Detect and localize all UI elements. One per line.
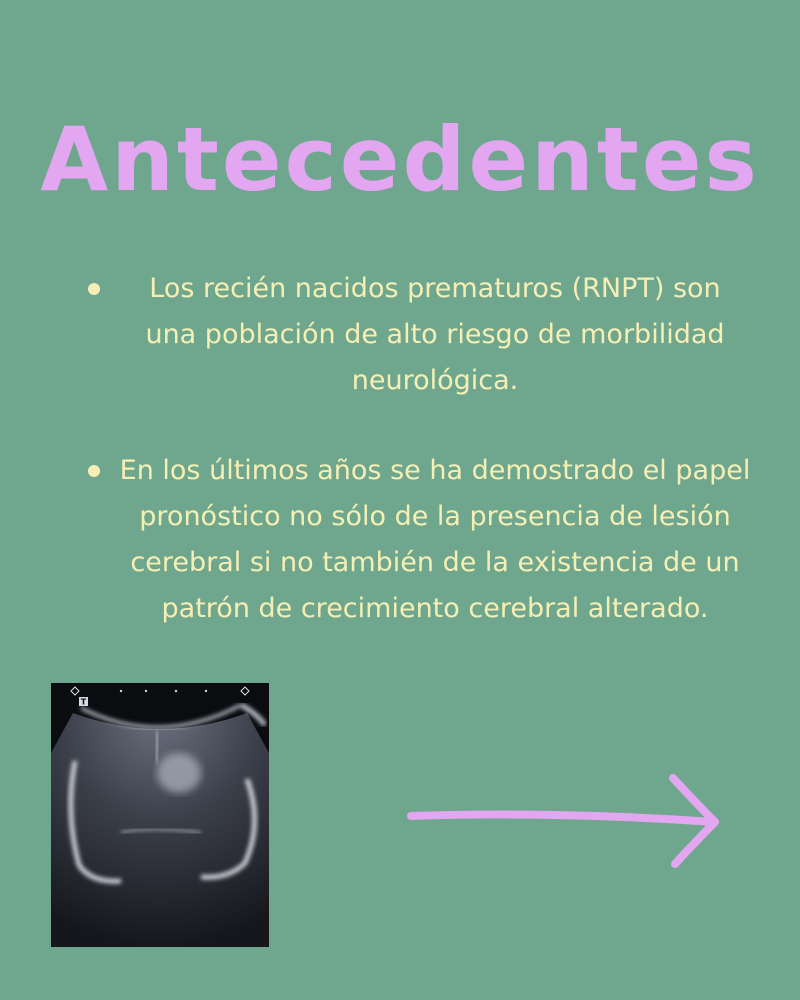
ultrasound-scan — [51, 683, 269, 947]
bullet-text: En los últimos años se ha demostrado el papel pronóstico no sólo de la presencia de lesión cerebral si no también de la existencia de un patrón de crecimiento cerebral alterado. — [119, 455, 751, 624]
list-item — [0, 266, 800, 404]
orientation-marker-label: T — [80, 697, 87, 707]
arrow-right-icon — [405, 770, 725, 870]
page-title: Antecedentes — [40, 108, 760, 211]
bullet-text: Los recién nacidos prematuros (RNPT) son una población de alto riesgo de morbilidad neurológica. — [145, 273, 725, 396]
bullet-dot — [88, 283, 100, 295]
bullet-list — [0, 266, 800, 632]
bullet-dot — [88, 465, 100, 477]
list-item — [0, 448, 800, 632]
ultrasound-image — [51, 683, 269, 947]
